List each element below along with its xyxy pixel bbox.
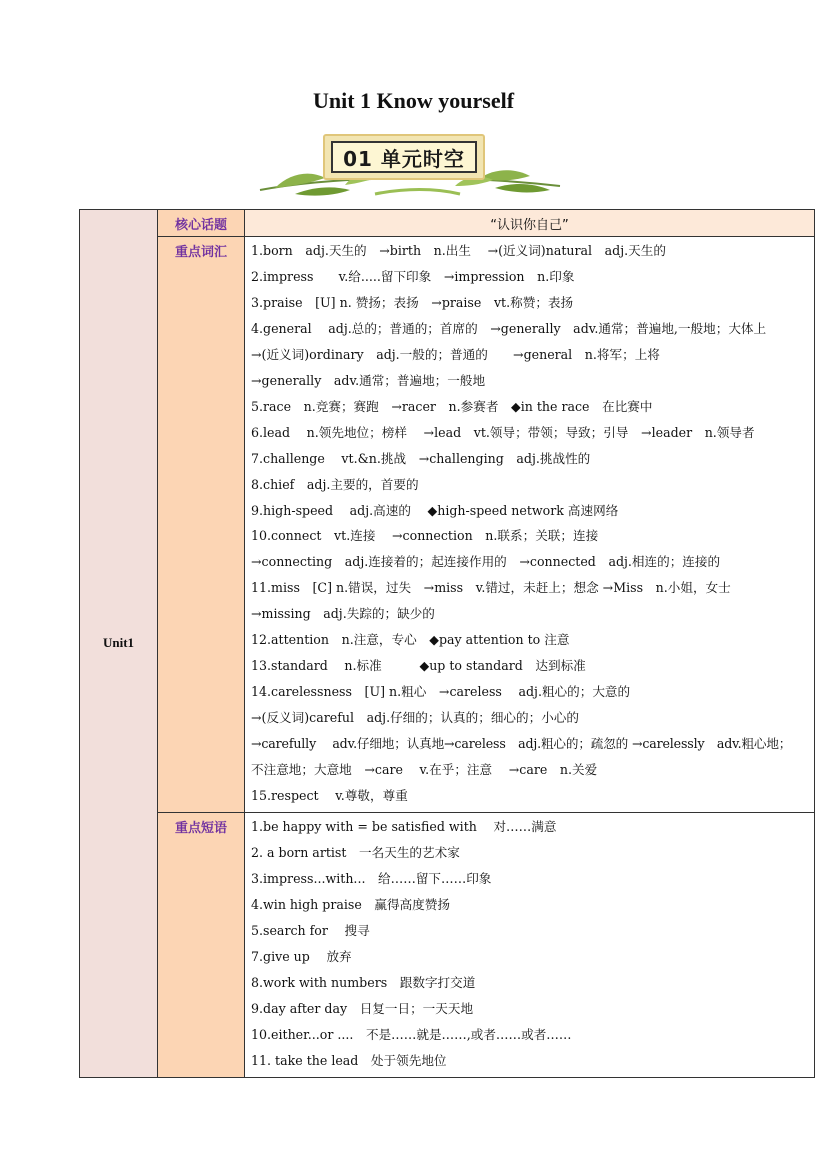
phrases-category-label: 重点短语 — [174, 820, 227, 836]
vocab-line: 13.standard n.标准 ◆up to standard 达到标准 — [251, 658, 586, 674]
vocab-line: 12.attention n.注意，专心 ◆pay attention to 注意 — [251, 632, 570, 648]
phrase-line: 1.be happy with = be satisfied with 对……满意 — [251, 818, 557, 834]
phrases-content-cell — [245, 812, 815, 1077]
phrase-line: 7.give up 放弃 — [251, 948, 352, 964]
phrases-category-cell — [158, 812, 245, 1077]
vocab-line: →generally adv.通常；普遍地；一般地 — [251, 372, 486, 388]
phrase-line: 3.impress...with... 给……留下……印象 — [251, 870, 492, 886]
topic-value-cell — [245, 210, 815, 237]
topic-category-label: 核心话题 — [174, 218, 227, 233]
vocab-line: 4.general adj.总的；普通的；首席的 →generally adv.通常；普遍地,一般地；大体上 — [251, 320, 767, 336]
vocab-line: 9.high-speed adj.高速的 ◆high-speed network 高速网络 — [251, 502, 619, 518]
vocab-line: 7.challenge vt.&n.挑战 →challenging adj.挑战性的 — [251, 450, 591, 466]
vocab-line: 11.miss [C] n.错误，过失 →miss v.错过，未赶上；想念 →Miss n.小姐，女士 — [251, 580, 731, 596]
vocab-line: 8.chief adj.主要的，首要的 — [251, 476, 419, 492]
unit-table — [79, 209, 815, 1078]
unit-label: Unit1 — [102, 635, 135, 651]
topic-row — [80, 210, 815, 237]
vocab-line: 14.carelessness [U] n.粗心 →careless adj.粗心的；大意的 — [251, 684, 631, 700]
vocab-line: →connecting adj.连接着的；起连接作用的 →connected adj.相连的；连接的 — [251, 554, 721, 570]
section-banner — [255, 128, 565, 200]
vocab-row — [80, 237, 815, 813]
phrase-line: 11. take the lead 处于领先地位 — [251, 1052, 447, 1068]
vocab-line: 6.lead n.领先地位；榜样 →lead vt.领导；带领；导致；引导 →leader n.领导者 — [251, 424, 755, 440]
vocab-category-cell — [158, 237, 245, 813]
unit-cell — [80, 210, 158, 1078]
phrase-line: 5.search for 搜寻 — [251, 922, 370, 938]
vocab-line: →carefully adv.仔细地；认真地→careless adj.粗心的；疏忽的 →carelessly adv.粗心地； — [251, 736, 792, 752]
vocab-line: 不注意地；大意地 →care v.在乎；注意 →care n.关爱 — [251, 762, 598, 778]
topic-category-cell — [158, 210, 245, 237]
page-title: Unit 1 Know yourself — [312, 88, 515, 113]
phrase-line: 8.work with numbers 跟数字打交道 — [251, 974, 476, 990]
vocab-line: →(近义词)ordinary adj.一般的；普通的 →general n.将军；上将 — [251, 346, 660, 362]
phrase-line: 9.day after day 日复一日；一天天地 — [251, 1000, 474, 1016]
banner-box — [323, 134, 485, 180]
vocab-line: 10.connect vt.连接 →connection n.联系；关联；连接 — [251, 528, 599, 544]
vocab-line: 15.respect v.尊敬，尊重 — [251, 788, 408, 804]
vocab-line: 5.race n.竞赛；赛跑 →racer n.参赛者 ◆in the race 在比赛中 — [251, 398, 653, 414]
vocab-line: →(反义词)careful adj.仔细的；认真的；细心的；小心的 — [251, 710, 579, 726]
phrase-line: 4.win high praise 赢得高度赞扬 — [251, 896, 450, 912]
banner-label: 01 单元时空 — [343, 146, 465, 171]
vocab-line: 3.praise [U] n. 赞扬；表扬 →praise vt.称赞；表扬 — [251, 294, 574, 310]
vocab-line: →missing adj.失踪的；缺少的 — [251, 606, 435, 622]
phrase-line: 10.either...or .... 不是……就是……,或者……或者…… — [251, 1026, 572, 1042]
topic-value: “认识你自己” — [490, 217, 569, 233]
banner-inner — [331, 141, 477, 173]
vocab-category-label: 重点词汇 — [174, 245, 227, 260]
phrase-line: 2. a born artist 一名天生的艺术家 — [251, 844, 460, 860]
vocab-line: 2.impress v.给.....留下印象 →impression n.印象 — [251, 268, 575, 284]
vocab-content-cell — [245, 237, 815, 813]
vocab-line: 1.born adj.天生的 →birth n.出生 →(近义词)natural adj.天生的 — [251, 243, 666, 258]
phrases-row — [80, 812, 815, 1077]
